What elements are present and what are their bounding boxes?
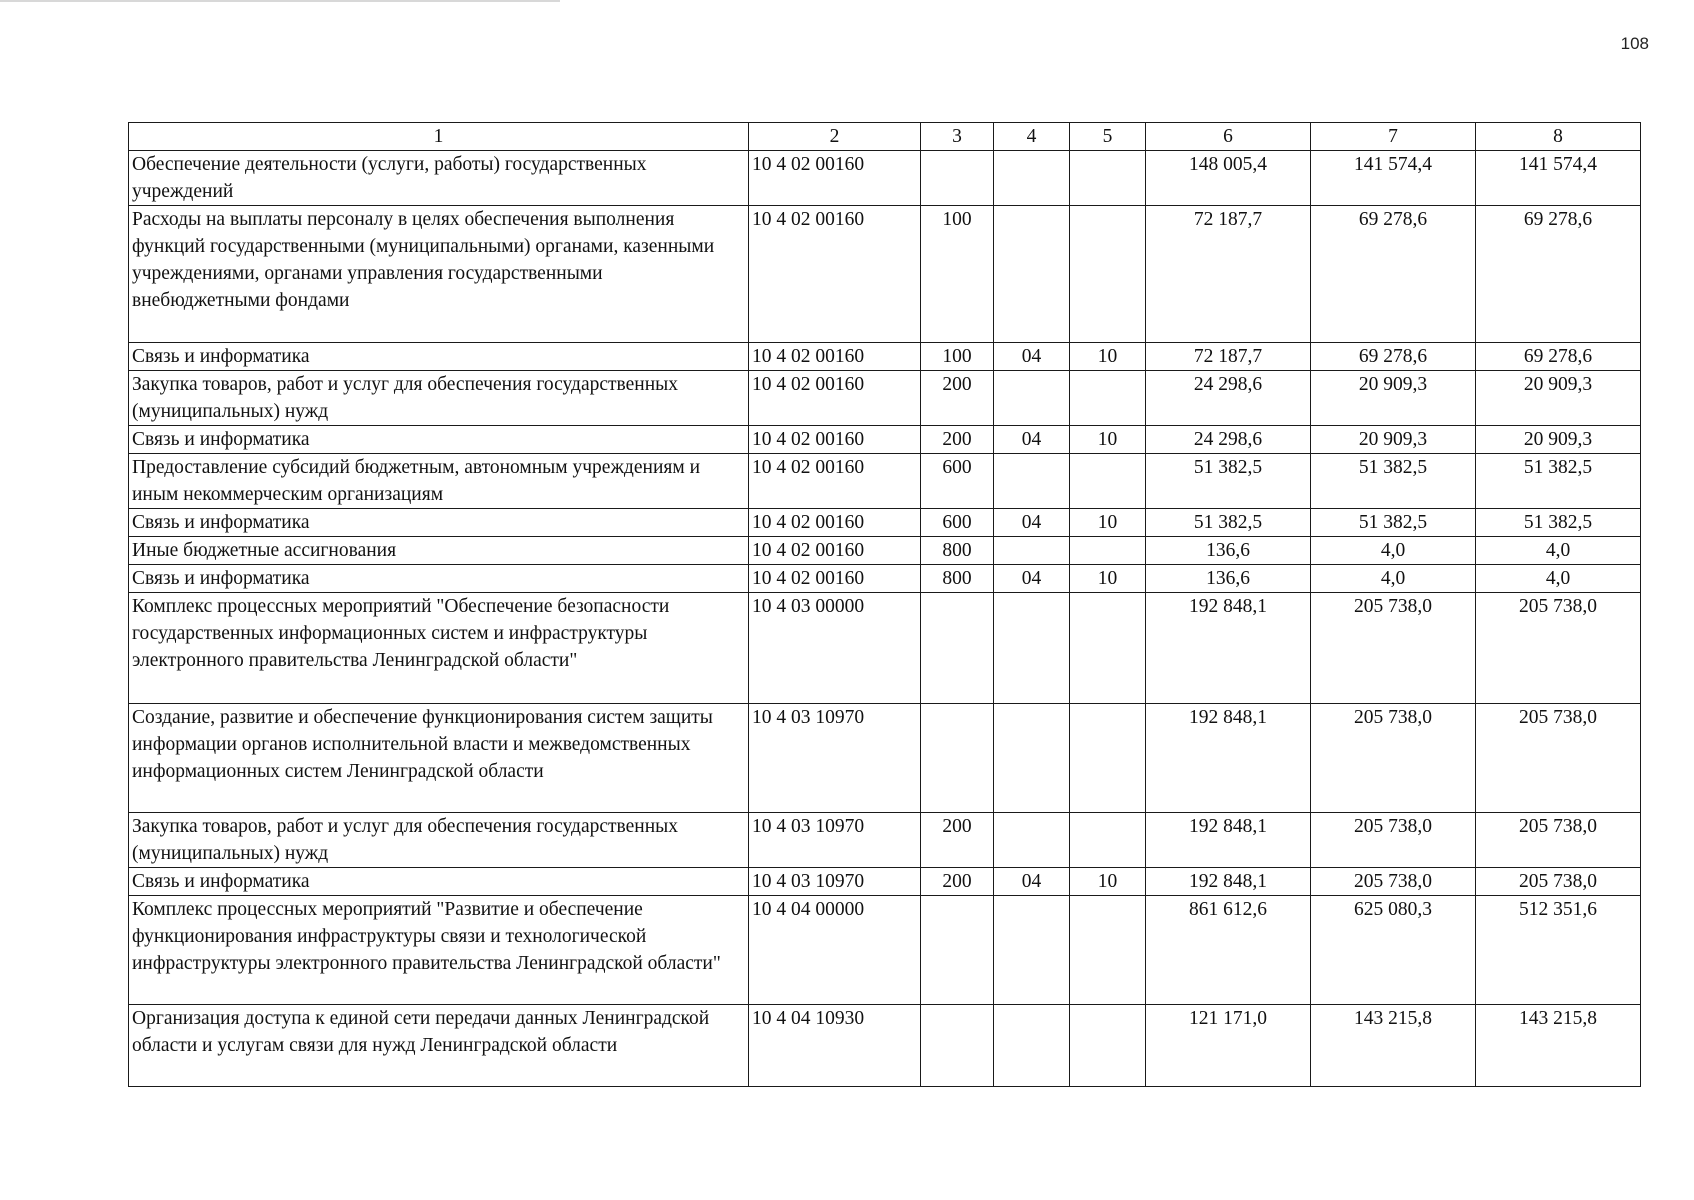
table-row	[129, 593, 1641, 704]
row-value-1: 148 005,4	[1146, 151, 1311, 206]
row-vr: 200	[921, 813, 994, 868]
row-value-1: 51 382,5	[1146, 509, 1311, 537]
row-value-3: 4,0	[1476, 565, 1641, 593]
header-cell: 3	[921, 123, 994, 151]
row-value-2: 51 382,5	[1311, 454, 1476, 509]
row-vr: 200	[921, 868, 994, 896]
row-rz	[994, 151, 1070, 206]
row-value-1: 136,6	[1146, 565, 1311, 593]
row-value-1: 51 382,5	[1146, 454, 1311, 509]
row-name: Связь и информатика	[129, 509, 749, 537]
row-rz: 04	[994, 426, 1070, 454]
row-code: 10 4 02 00160	[749, 343, 921, 371]
table-row	[129, 813, 1641, 868]
row-value-3: 512 351,6	[1476, 896, 1641, 1005]
budget-table	[128, 122, 1641, 1087]
row-value-3: 205 738,0	[1476, 868, 1641, 896]
row-value-3: 205 738,0	[1476, 593, 1641, 704]
row-value-3: 69 278,6	[1476, 206, 1641, 343]
row-value-3: 143 215,8	[1476, 1005, 1641, 1087]
table-row	[129, 509, 1641, 537]
row-rz	[994, 206, 1070, 343]
row-value-3: 205 738,0	[1476, 704, 1641, 813]
row-value-2: 4,0	[1311, 565, 1476, 593]
row-value-2: 20 909,3	[1311, 371, 1476, 426]
row-name: Обеспечение деятельности (услуги, работы) государственных учреждений	[129, 151, 749, 206]
row-code: 10 4 04 10930	[749, 1005, 921, 1087]
row-code: 10 4 02 00160	[749, 206, 921, 343]
row-vr	[921, 704, 994, 813]
table-row	[129, 704, 1641, 813]
row-code: 10 4 02 00160	[749, 565, 921, 593]
row-pr	[1070, 593, 1146, 704]
table-row	[129, 896, 1641, 1005]
row-value-1: 72 187,7	[1146, 206, 1311, 343]
row-rz	[994, 896, 1070, 1005]
row-pr: 10	[1070, 509, 1146, 537]
row-value-2: 205 738,0	[1311, 868, 1476, 896]
row-value-3: 205 738,0	[1476, 813, 1641, 868]
header-cell: 1	[129, 123, 749, 151]
row-value-2: 69 278,6	[1311, 343, 1476, 371]
row-pr	[1070, 371, 1146, 426]
row-value-2: 51 382,5	[1311, 509, 1476, 537]
row-rz: 04	[994, 509, 1070, 537]
row-value-2: 4,0	[1311, 537, 1476, 565]
row-pr: 10	[1070, 343, 1146, 371]
table-header-row	[129, 123, 1641, 151]
row-value-1: 192 848,1	[1146, 704, 1311, 813]
row-name: Связь и информатика	[129, 868, 749, 896]
row-code: 10 4 02 00160	[749, 371, 921, 426]
row-code: 10 4 02 00160	[749, 151, 921, 206]
row-name: Закупка товаров, работ и услуг для обеспечения государственных (муниципальных) нужд	[129, 371, 749, 426]
row-pr: 10	[1070, 565, 1146, 593]
row-rz	[994, 537, 1070, 565]
table-row	[129, 206, 1641, 343]
row-code: 10 4 03 10970	[749, 704, 921, 813]
row-rz	[994, 593, 1070, 704]
row-value-1: 192 848,1	[1146, 868, 1311, 896]
row-name: Комплекс процессных мероприятий "Обеспечение безопасности государственных информационных систем и инфраструктуры электронного правительства Ленинградской области"	[129, 593, 749, 704]
header-cell: 5	[1070, 123, 1146, 151]
row-name: Иные бюджетные ассигнования	[129, 537, 749, 565]
page-number: 108	[1620, 34, 1649, 53]
table-row	[129, 868, 1641, 896]
row-value-2: 141 574,4	[1311, 151, 1476, 206]
row-code: 10 4 02 00160	[749, 426, 921, 454]
table-row	[129, 371, 1641, 426]
row-value-1: 861 612,6	[1146, 896, 1311, 1005]
row-value-3: 51 382,5	[1476, 509, 1641, 537]
row-pr: 10	[1070, 868, 1146, 896]
row-value-2: 20 909,3	[1311, 426, 1476, 454]
row-value-1: 192 848,1	[1146, 593, 1311, 704]
row-vr: 600	[921, 509, 994, 537]
row-code: 10 4 03 10970	[749, 813, 921, 868]
table-row	[129, 343, 1641, 371]
row-rz	[994, 371, 1070, 426]
row-value-2: 69 278,6	[1311, 206, 1476, 343]
header-cell: 7	[1311, 123, 1476, 151]
row-rz: 04	[994, 343, 1070, 371]
row-rz	[994, 704, 1070, 813]
row-name: Организация доступа к единой сети передачи данных Ленинградской области и услугам связи для нужд Ленинградской области	[129, 1005, 749, 1087]
row-pr	[1070, 537, 1146, 565]
table-row	[129, 1005, 1641, 1087]
row-pr	[1070, 1005, 1146, 1087]
row-code: 10 4 02 00160	[749, 454, 921, 509]
row-value-1: 72 187,7	[1146, 343, 1311, 371]
row-name: Создание, развитие и обеспечение функционирования систем защиты информации органов исполнительной власти и межведомственных информационных систем Ленинградской области	[129, 704, 749, 813]
header-cell: 8	[1476, 123, 1641, 151]
header-cell: 6	[1146, 123, 1311, 151]
row-vr: 200	[921, 371, 994, 426]
row-vr	[921, 896, 994, 1005]
row-vr: 100	[921, 343, 994, 371]
row-value-3: 51 382,5	[1476, 454, 1641, 509]
row-name: Расходы на выплаты персоналу в целях обеспечения выполнения функций государственными (муниципальными) органами, казенными учреждениями, органами управления государственными внебюджетными фондами	[129, 206, 749, 343]
row-pr	[1070, 151, 1146, 206]
row-value-3: 69 278,6	[1476, 343, 1641, 371]
row-pr	[1070, 704, 1146, 813]
row-name: Комплекс процессных мероприятий "Развитие и обеспечение функционирования инфраструктуры связи и технологической инфраструктуры электронного правительства Ленинградской области"	[129, 896, 749, 1005]
row-vr: 800	[921, 565, 994, 593]
row-rz	[994, 1005, 1070, 1087]
row-value-1: 192 848,1	[1146, 813, 1311, 868]
row-value-3: 20 909,3	[1476, 371, 1641, 426]
row-pr: 10	[1070, 426, 1146, 454]
row-value-2: 205 738,0	[1311, 813, 1476, 868]
table-row	[129, 565, 1641, 593]
row-name: Связь и информатика	[129, 565, 749, 593]
row-value-2: 143 215,8	[1311, 1005, 1476, 1087]
row-vr: 600	[921, 454, 994, 509]
row-value-1: 24 298,6	[1146, 426, 1311, 454]
row-pr	[1070, 896, 1146, 1005]
row-vr	[921, 1005, 994, 1087]
table-row	[129, 151, 1641, 206]
row-rz	[994, 454, 1070, 509]
row-rz: 04	[994, 868, 1070, 896]
row-value-2: 205 738,0	[1311, 704, 1476, 813]
row-name: Связь и информатика	[129, 343, 749, 371]
row-value-1: 24 298,6	[1146, 371, 1311, 426]
row-code: 10 4 03 10970	[749, 868, 921, 896]
row-pr	[1070, 813, 1146, 868]
row-code: 10 4 02 00160	[749, 537, 921, 565]
row-vr	[921, 151, 994, 206]
table-row	[129, 426, 1641, 454]
row-name: Закупка товаров, работ и услуг для обеспечения государственных (муниципальных) нужд	[129, 813, 749, 868]
row-name: Предоставление субсидий бюджетным, автономным учреждениям и иным некоммерческим организациям	[129, 454, 749, 509]
row-vr	[921, 593, 994, 704]
row-code: 10 4 02 00160	[749, 509, 921, 537]
row-code: 10 4 04 00000	[749, 896, 921, 1005]
row-pr	[1070, 206, 1146, 343]
scan-edge	[0, 0, 560, 2]
row-vr: 200	[921, 426, 994, 454]
row-value-1: 136,6	[1146, 537, 1311, 565]
row-pr	[1070, 454, 1146, 509]
row-value-1: 121 171,0	[1146, 1005, 1311, 1087]
table-row	[129, 454, 1641, 509]
row-value-2: 625 080,3	[1311, 896, 1476, 1005]
row-vr: 800	[921, 537, 994, 565]
row-vr: 100	[921, 206, 994, 343]
row-value-3: 20 909,3	[1476, 426, 1641, 454]
row-rz	[994, 813, 1070, 868]
row-name: Связь и информатика	[129, 426, 749, 454]
row-code: 10 4 03 00000	[749, 593, 921, 704]
row-value-3: 4,0	[1476, 537, 1641, 565]
row-value-2: 205 738,0	[1311, 593, 1476, 704]
header-cell: 2	[749, 123, 921, 151]
row-value-3: 141 574,4	[1476, 151, 1641, 206]
header-cell: 4	[994, 123, 1070, 151]
row-rz: 04	[994, 565, 1070, 593]
table-row	[129, 537, 1641, 565]
